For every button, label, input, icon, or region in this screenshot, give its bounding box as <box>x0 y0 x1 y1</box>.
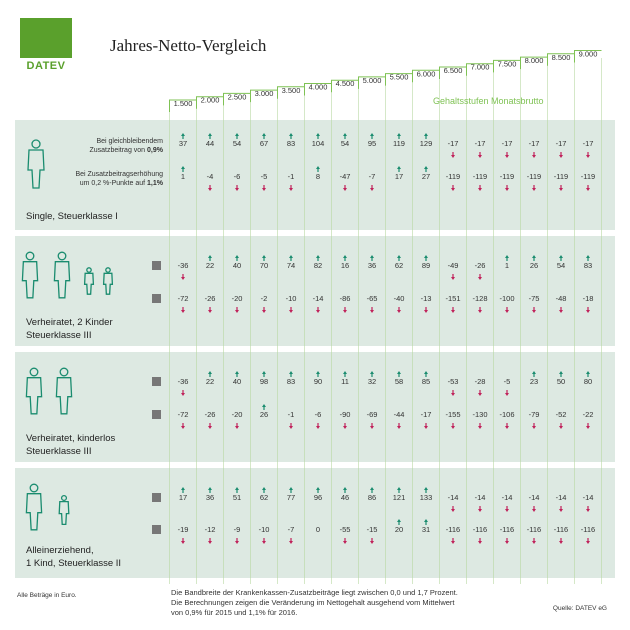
section-label: Alleinerziehend, <box>26 545 94 556</box>
row-label: Bei gleichbleibendem <box>96 138 163 145</box>
salary-label: 7.500 <box>497 59 517 69</box>
value-cell: -7 <box>287 525 295 534</box>
value-cell: -10 <box>258 525 270 534</box>
value-cell: -28 <box>474 377 486 386</box>
value-cell: -20 <box>231 410 243 419</box>
salary-label: 2.500 <box>227 92 247 102</box>
value-cell: -17 <box>528 139 540 148</box>
value-cell: -18 <box>582 294 594 303</box>
value-cell: -14 <box>555 493 567 502</box>
value-cell: -36 <box>177 261 189 270</box>
value-cell: 83 <box>286 377 296 386</box>
value-cell: -72 <box>177 410 189 419</box>
value-cell: -116 <box>499 525 515 534</box>
value-cell: -75 <box>528 294 540 303</box>
value-cell: -17 <box>474 139 486 148</box>
salary-label: 3.500 <box>281 85 301 95</box>
value-cell: -119 <box>445 172 461 181</box>
salary-label: 8.500 <box>551 52 571 62</box>
salary-label: 4.000 <box>308 82 328 92</box>
salary-label: 1.500 <box>173 99 193 108</box>
value-cell: -119 <box>526 172 542 181</box>
value-cell: -119 <box>472 172 488 181</box>
salary-label: 8.000 <box>524 56 544 66</box>
value-cell: 98 <box>259 377 269 386</box>
value-cell: -14 <box>474 493 486 502</box>
value-cell: -47 <box>339 172 351 181</box>
value-cell: -128 <box>472 294 488 303</box>
value-cell: -119 <box>499 172 515 181</box>
value-cell: -90 <box>339 410 351 419</box>
value-cell: -55 <box>339 525 351 534</box>
value-cell: 129 <box>419 139 433 148</box>
value-cell: -48 <box>555 294 567 303</box>
value-cell: 89 <box>421 261 431 270</box>
salary-label: 5.000 <box>362 75 382 85</box>
value-cell: -116 <box>553 525 569 534</box>
value-cell: -116 <box>445 525 461 534</box>
value-cell: -14 <box>312 294 324 303</box>
value-cell: -12 <box>204 525 216 534</box>
value-cell: 17 <box>394 172 404 181</box>
value-cell: 37 <box>178 139 188 148</box>
value-cell: -2 <box>260 294 268 303</box>
value-cell: -53 <box>447 377 459 386</box>
section-label: Steuerklasse III <box>26 330 92 341</box>
value-cell: 11 <box>341 377 349 386</box>
footer-note: Alle Beträge in Euro. <box>17 592 77 599</box>
value-cell: 133 <box>419 493 433 502</box>
section-label: Verheiratet, 2 Kinder <box>26 317 113 328</box>
value-cell: -119 <box>580 172 596 181</box>
value-cell: -26 <box>204 410 216 419</box>
value-cell: 62 <box>394 261 404 270</box>
value-cell: 1 <box>180 172 186 181</box>
value-cell: -14 <box>582 493 594 502</box>
value-cell: -17 <box>501 139 513 148</box>
value-cell: 22 <box>205 377 215 386</box>
value-cell: 16 <box>340 261 350 270</box>
value-cell: -65 <box>366 294 378 303</box>
value-cell: -17 <box>582 139 594 148</box>
value-cell: -15 <box>366 525 378 534</box>
value-cell: -116 <box>526 525 542 534</box>
value-cell: 58 <box>394 377 404 386</box>
value-cell: 36 <box>367 261 377 270</box>
footer-text: Die Berechnungen zeigen die Veränderung im Nettogehalt ausgehend vom Mittelwert <box>171 598 455 607</box>
value-cell: 82 <box>313 261 323 270</box>
value-cell: -1 <box>287 172 295 181</box>
value-cell: 85 <box>421 377 431 386</box>
section-label: Verheiratet, kinderlos <box>26 433 116 444</box>
value-cell: 40 <box>232 261 242 270</box>
value-cell: -26 <box>474 261 486 270</box>
value-cell: 17 <box>178 493 188 502</box>
value-cell: 0 <box>315 525 321 534</box>
salary-label: 7.000 <box>470 62 490 72</box>
value-cell: -116 <box>472 525 488 534</box>
row-marker <box>152 525 161 534</box>
axis-label: Gehaltsstufen Monatsbrutto <box>433 96 544 106</box>
salary-label: 3.000 <box>254 89 274 99</box>
value-cell: 104 <box>311 139 325 148</box>
value-cell: -106 <box>499 410 515 419</box>
value-cell: 44 <box>205 139 215 148</box>
value-cell: -52 <box>555 410 567 419</box>
row-marker <box>152 493 161 502</box>
value-cell: 96 <box>313 493 323 502</box>
value-cell: 54 <box>340 139 350 148</box>
value-cell: -100 <box>499 294 515 303</box>
value-cell: 54 <box>556 261 566 270</box>
value-cell: 54 <box>232 139 242 148</box>
footer-text: Die Bandbreite der Krankenkassen-Zusatzbeiträge liegt zwischen 0,0 und 1,7 Prozent. <box>171 588 458 597</box>
salary-label: 6.000 <box>416 69 436 79</box>
value-cell: -49 <box>447 261 459 270</box>
value-cell: -36 <box>177 377 189 386</box>
value-cell: -17 <box>447 139 459 148</box>
salary-label: 4.500 <box>335 79 355 89</box>
source-label: Quelle: DATEV eG <box>552 605 607 612</box>
value-cell: 67 <box>259 139 269 148</box>
value-cell: -79 <box>528 410 540 419</box>
value-cell: -130 <box>472 410 488 419</box>
value-cell: -9 <box>233 525 241 534</box>
value-cell: 26 <box>529 261 539 270</box>
value-cell: -69 <box>366 410 378 419</box>
value-cell: -20 <box>231 294 243 303</box>
section-label: 1 Kind, Steuerklasse II <box>26 558 122 569</box>
footer-text: von 0,9% für 2015 und 1,1% für 2016. <box>171 608 298 617</box>
value-cell: 50 <box>556 377 566 386</box>
value-cell: -22 <box>582 410 594 419</box>
logo-text: DATEV <box>26 60 66 72</box>
value-cell: -5 <box>260 172 268 181</box>
row-marker <box>152 261 161 270</box>
value-cell: 8 <box>315 172 321 181</box>
value-cell: -14 <box>447 493 459 502</box>
section-band <box>15 352 615 462</box>
row-marker <box>152 410 161 419</box>
value-cell: -1 <box>287 410 295 419</box>
value-cell: -44 <box>393 410 405 419</box>
section-band <box>15 236 615 346</box>
row-label: Bei Zusatzbeitragserhöhung <box>75 171 163 178</box>
value-cell: 70 <box>259 261 269 270</box>
value-cell: 36 <box>205 493 215 502</box>
value-cell: -19 <box>177 525 189 534</box>
row-label: um 0,2 %-Punkte auf 1,1% <box>79 180 163 187</box>
value-cell: -26 <box>204 294 216 303</box>
value-cell: 32 <box>367 377 377 386</box>
value-cell: -10 <box>285 294 297 303</box>
salary-label: 9.000 <box>578 49 598 59</box>
value-cell: 23 <box>529 377 539 386</box>
value-cell: -155 <box>445 410 461 419</box>
section-label: Single, Steuerklasse I <box>26 211 118 222</box>
value-cell: -5 <box>503 377 511 386</box>
value-cell: 22 <box>205 261 215 270</box>
section-label: Steuerklasse III <box>26 446 92 457</box>
value-cell: -40 <box>393 294 405 303</box>
value-cell: -13 <box>420 294 432 303</box>
value-cell: 31 <box>421 525 431 534</box>
value-cell: 62 <box>259 493 269 502</box>
value-cell: -4 <box>206 172 214 181</box>
value-cell: 80 <box>583 377 593 386</box>
value-cell: -119 <box>553 172 569 181</box>
salary-label: 6.500 <box>443 66 463 75</box>
value-cell: 40 <box>232 377 242 386</box>
value-cell: 83 <box>583 261 593 270</box>
salary-label: 5.500 <box>389 72 409 82</box>
value-cell: 86 <box>367 493 377 502</box>
value-cell: 27 <box>421 172 431 181</box>
value-cell: 46 <box>340 493 350 502</box>
value-cell: 1 <box>504 261 510 270</box>
value-cell: 95 <box>367 139 377 148</box>
row-marker <box>152 294 161 303</box>
salary-label: 2.000 <box>200 95 220 105</box>
value-cell: -6 <box>233 172 241 181</box>
value-cell: 51 <box>232 493 242 502</box>
value-cell: -116 <box>580 525 596 534</box>
value-cell: -72 <box>177 294 189 303</box>
value-cell: -6 <box>314 410 322 419</box>
value-cell: -86 <box>339 294 351 303</box>
value-cell: -14 <box>528 493 540 502</box>
value-cell: 90 <box>313 377 323 386</box>
value-cell: -151 <box>445 294 461 303</box>
page-title: Jahres-Netto-Vergleich <box>110 36 267 55</box>
value-cell: -17 <box>555 139 567 148</box>
value-cell: -7 <box>368 172 376 181</box>
value-cell: 20 <box>394 525 404 534</box>
row-label: Zusatzbeitrag von 0,9% <box>89 147 163 154</box>
value-cell: 74 <box>286 261 296 270</box>
value-cell: 77 <box>286 493 296 502</box>
value-cell: -17 <box>420 410 432 419</box>
value-cell: -14 <box>501 493 513 502</box>
row-marker <box>152 377 161 386</box>
value-cell: 26 <box>259 410 269 419</box>
value-cell: 119 <box>393 139 405 148</box>
value-cell: 83 <box>286 139 296 148</box>
value-cell: 121 <box>392 493 406 502</box>
